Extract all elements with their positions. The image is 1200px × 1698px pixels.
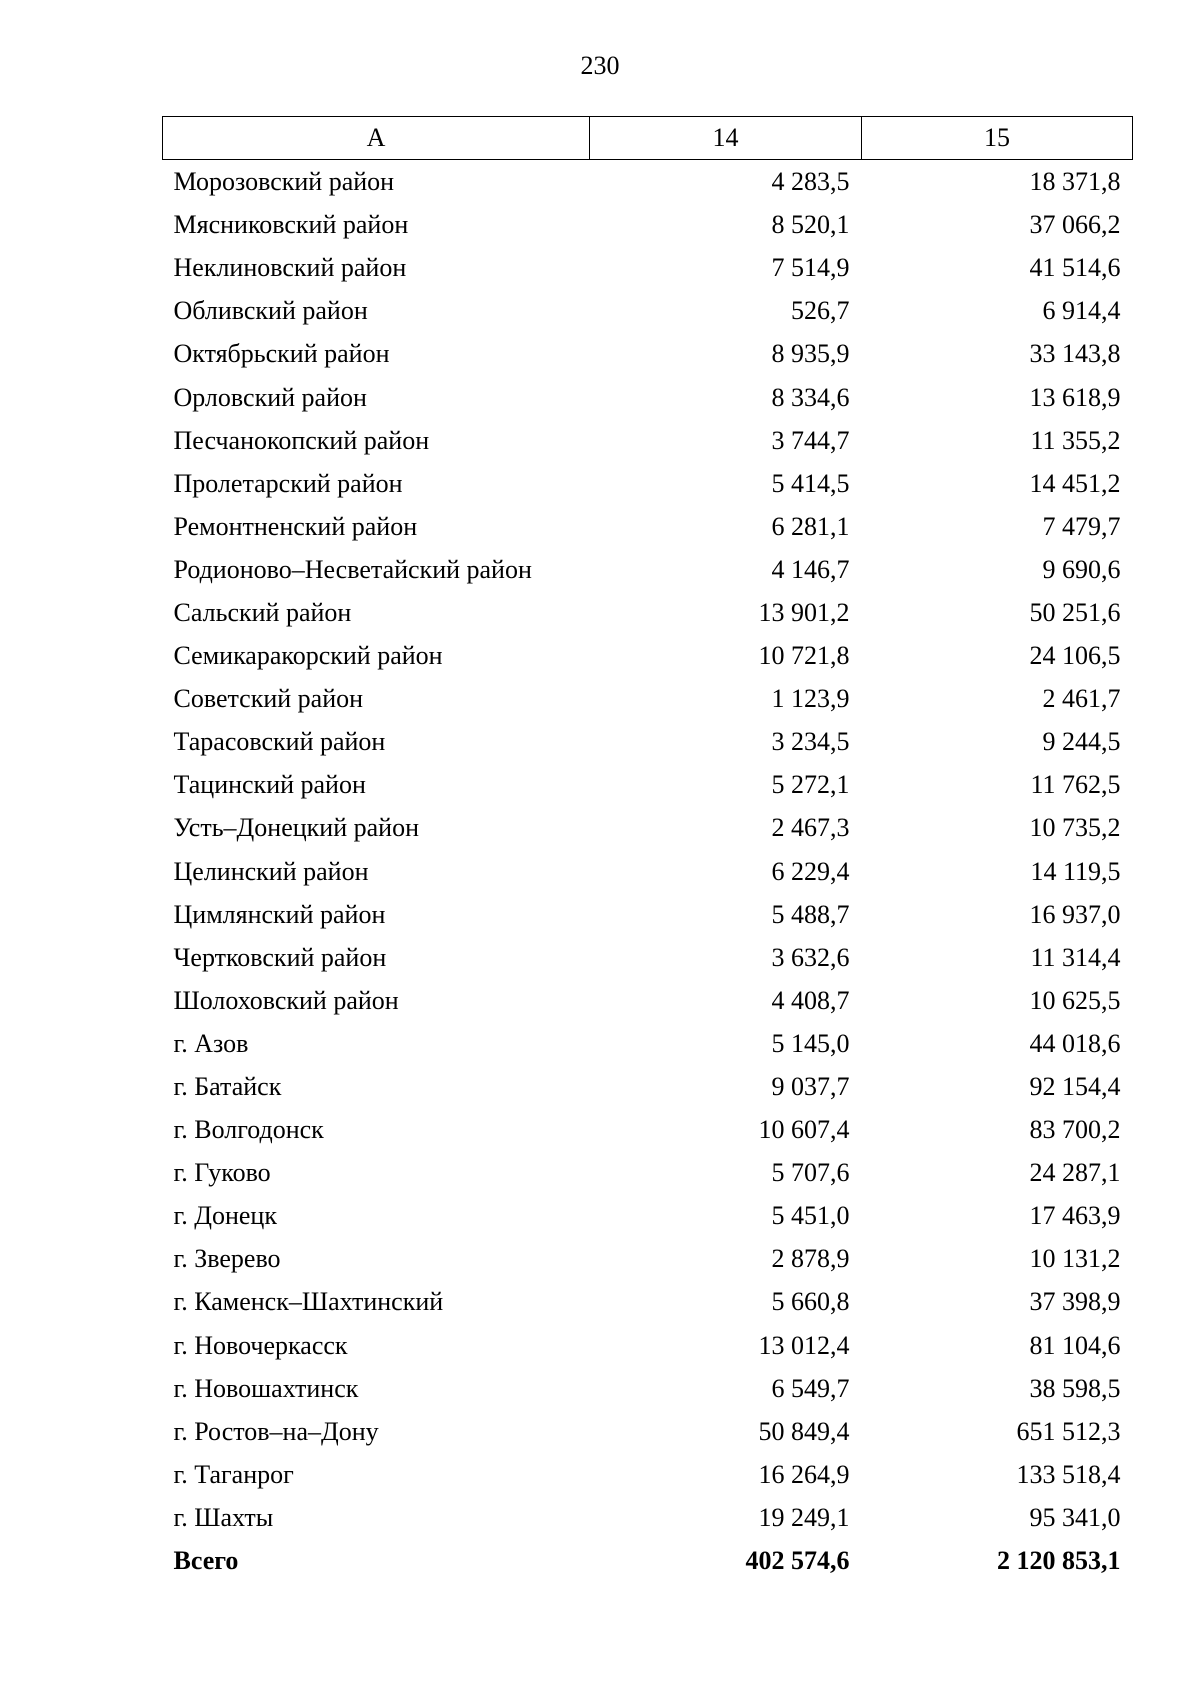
row-value-14-cell: 1 123,9 [771,684,850,714]
table-row [163,160,1133,204]
table-row [163,548,1133,591]
table-row [163,677,1133,720]
row-name-cell: г. Зверево [173,1244,281,1274]
row-name-cell: Пролетарский район [173,468,403,498]
header-cell-15: 15 [862,117,1133,160]
row-name-cell: Сальский район [173,597,352,627]
row-name-cell: г. Гуково [173,1158,271,1188]
table-row [163,591,1133,634]
table-row [163,289,1133,332]
row-value-15-cell: 44 018,6 [1029,1028,1121,1058]
row-name-cell: г. Новошахтинск [173,1373,359,1403]
row-value-15-cell: 14 119,5 [1030,856,1121,886]
row-value-15-cell: 33 143,8 [1029,339,1121,369]
row-value-14-cell: 50 849,4 [758,1416,850,1446]
row-value-14-cell: 5 660,8 [771,1287,850,1317]
row-name-cell: Цимлянский район [173,899,386,929]
row-value-15-cell: 95 341,0 [1029,1502,1121,1532]
row-value-15-cell: 11 314,4 [1030,942,1121,972]
table-row [163,1410,1133,1453]
table-row [163,505,1133,548]
table-row [163,893,1133,936]
row-name-cell: г. Каменск–Шахтинский [173,1287,444,1317]
row-value-15-cell: 2 461,7 [1042,684,1121,714]
row-name-cell: Морозовский район [173,167,395,197]
row-value-14-cell: 13 012,4 [758,1330,850,1360]
table-body [163,160,1133,1583]
row-name-cell: Тацинский район [173,770,366,800]
row-value-15-cell: 11 762,5 [1030,770,1121,800]
row-name-cell: Обливский район [173,296,368,326]
table-row [163,419,1133,462]
row-value-14-cell: 19 249,1 [758,1502,850,1532]
row-name-cell: Неклиновский район [173,253,407,283]
row-value-14-cell: 5 488,7 [771,899,850,929]
page-number: 230 [580,51,620,80]
row-value-14-cell: 3 632,6 [771,942,850,972]
row-name-cell: Целинский район [173,856,369,886]
table-row [163,1324,1133,1367]
row-value-15-cell: 24 106,5 [1029,641,1121,671]
row-name-cell: Мясниковский район [173,210,409,240]
row-value-15-cell: 41 514,6 [1029,253,1121,283]
row-value-14-cell: 16 264,9 [758,1459,850,1489]
table-row [163,850,1133,893]
table-row [163,1194,1133,1237]
row-name-cell: Песчанокопский район [173,425,430,455]
row-value-14-cell: 8 935,9 [771,339,850,369]
row-name-cell: г. Таганрог [173,1459,294,1489]
row-value-15-cell: 37 066,2 [1029,210,1121,240]
row-value-14-cell: 10 721,8 [758,641,850,671]
table-row [163,462,1133,505]
row-name-cell: Всего [173,1546,239,1576]
total-row [163,1539,1133,1582]
table-row [163,634,1133,677]
row-value-15-cell: 133 518,4 [1016,1459,1121,1489]
row-value-14-cell: 2 878,9 [771,1244,850,1274]
row-value-14-cell: 8 520,1 [771,210,850,240]
row-value-15-cell: 651 512,3 [1016,1416,1121,1446]
row-value-15-cell: 18 371,8 [1029,167,1121,197]
table-row [163,1280,1133,1323]
row-value-15-cell: 81 104,6 [1029,1330,1121,1360]
row-value-14-cell: 7 514,9 [771,253,850,283]
row-name-cell: Советский район [173,684,364,714]
table-row [163,763,1133,806]
row-value-14-cell: 526,7 [791,296,850,326]
table-row [163,1367,1133,1410]
row-value-15-cell: 37 398,9 [1029,1287,1121,1317]
table-row [163,332,1133,375]
row-value-14-cell: 2 467,3 [771,813,850,843]
data-table [162,116,1133,1582]
row-value-15-cell: 92 154,4 [1029,1072,1121,1102]
row-value-15-cell: 11 355,2 [1030,425,1121,455]
table-row [163,375,1133,418]
row-name-cell: Шолоховский район [173,985,399,1015]
row-value-15-cell: 13 618,9 [1029,382,1121,412]
table-row [163,1237,1133,1280]
row-value-14-cell: 5 451,0 [771,1201,850,1231]
row-value-14-cell: 3 234,5 [771,727,850,757]
row-value-14-cell: 6 229,4 [771,856,850,886]
row-name-cell: г. Азов [173,1028,249,1058]
row-value-14-cell: 5 272,1 [771,770,850,800]
row-name-cell: г. Новочеркасск [173,1330,348,1360]
table-row [163,1151,1133,1194]
row-value-14-cell: 4 408,7 [771,985,850,1015]
row-value-14-cell: 10 607,4 [758,1115,850,1145]
row-value-14-cell: 9 037,7 [771,1072,850,1102]
row-value-14-cell: 8 334,6 [771,382,850,412]
table-row [163,979,1133,1022]
row-name-cell: г. Волгодонск [173,1115,324,1145]
table-row [163,1065,1133,1108]
row-value-14-cell: 4 283,5 [771,167,850,197]
table-row [163,1496,1133,1539]
row-value-15-cell: 9 690,6 [1042,554,1121,584]
table-row [163,246,1133,289]
row-value-15-cell: 83 700,2 [1029,1115,1121,1145]
table-row [163,1022,1133,1065]
row-value-14-cell: 6 281,1 [771,511,850,541]
table-row [163,720,1133,763]
row-value-15-cell: 10 131,2 [1029,1244,1121,1274]
table-row [163,806,1133,849]
row-value-15-cell: 24 287,1 [1029,1158,1121,1188]
row-value-15-cell: 10 735,2 [1029,813,1121,843]
row-value-14-cell: 6 549,7 [771,1373,850,1403]
row-value-15-cell: 9 244,5 [1042,727,1121,757]
row-value-15-cell: 2 120 853,1 [997,1546,1121,1576]
row-name-cell: Октябрьский район [173,339,390,369]
row-value-14-cell: 402 574,6 [745,1546,850,1576]
row-value-14-cell: 5 145,0 [771,1028,850,1058]
row-value-15-cell: 38 598,5 [1029,1373,1121,1403]
row-value-14-cell: 13 901,2 [758,597,850,627]
header-cell-a: А [163,117,590,160]
row-value-15-cell: 7 479,7 [1042,511,1121,541]
row-name-cell: г. Донецк [173,1201,277,1231]
row-name-cell: Орловский район [173,382,367,412]
row-value-15-cell: 17 463,9 [1029,1201,1121,1231]
row-value-14-cell: 4 146,7 [771,554,850,584]
row-value-15-cell: 14 451,2 [1029,468,1121,498]
table-header [163,117,1133,160]
row-value-15-cell: 6 914,4 [1042,296,1121,326]
row-name-cell: Ремонтненский район [173,511,418,541]
row-value-14-cell: 3 744,7 [771,425,850,455]
row-value-14-cell: 5 414,5 [771,468,850,498]
row-value-15-cell: 10 625,5 [1029,985,1121,1015]
row-value-15-cell: 16 937,0 [1029,899,1121,929]
row-name-cell: г. Батайск [173,1072,282,1102]
row-value-15-cell: 50 251,6 [1029,597,1121,627]
table-row [163,1453,1133,1496]
row-value-14-cell: 5 707,6 [771,1158,850,1188]
table-row [163,936,1133,979]
row-name-cell: Чертковский район [173,942,387,972]
row-name-cell: г. Шахты [173,1502,274,1532]
table-row [163,1108,1133,1151]
table-row [163,203,1133,246]
header-row [163,117,1133,160]
row-name-cell: Родионово–Несветайский район [173,554,532,584]
row-name-cell: Семикаракорский район [173,641,443,671]
row-name-cell: г. Ростов–на–Дону [173,1416,379,1446]
header-cell-14: 14 [590,117,862,160]
row-name-cell: Усть–Донецкий район [173,813,419,843]
row-name-cell: Тарасовский район [173,727,386,757]
